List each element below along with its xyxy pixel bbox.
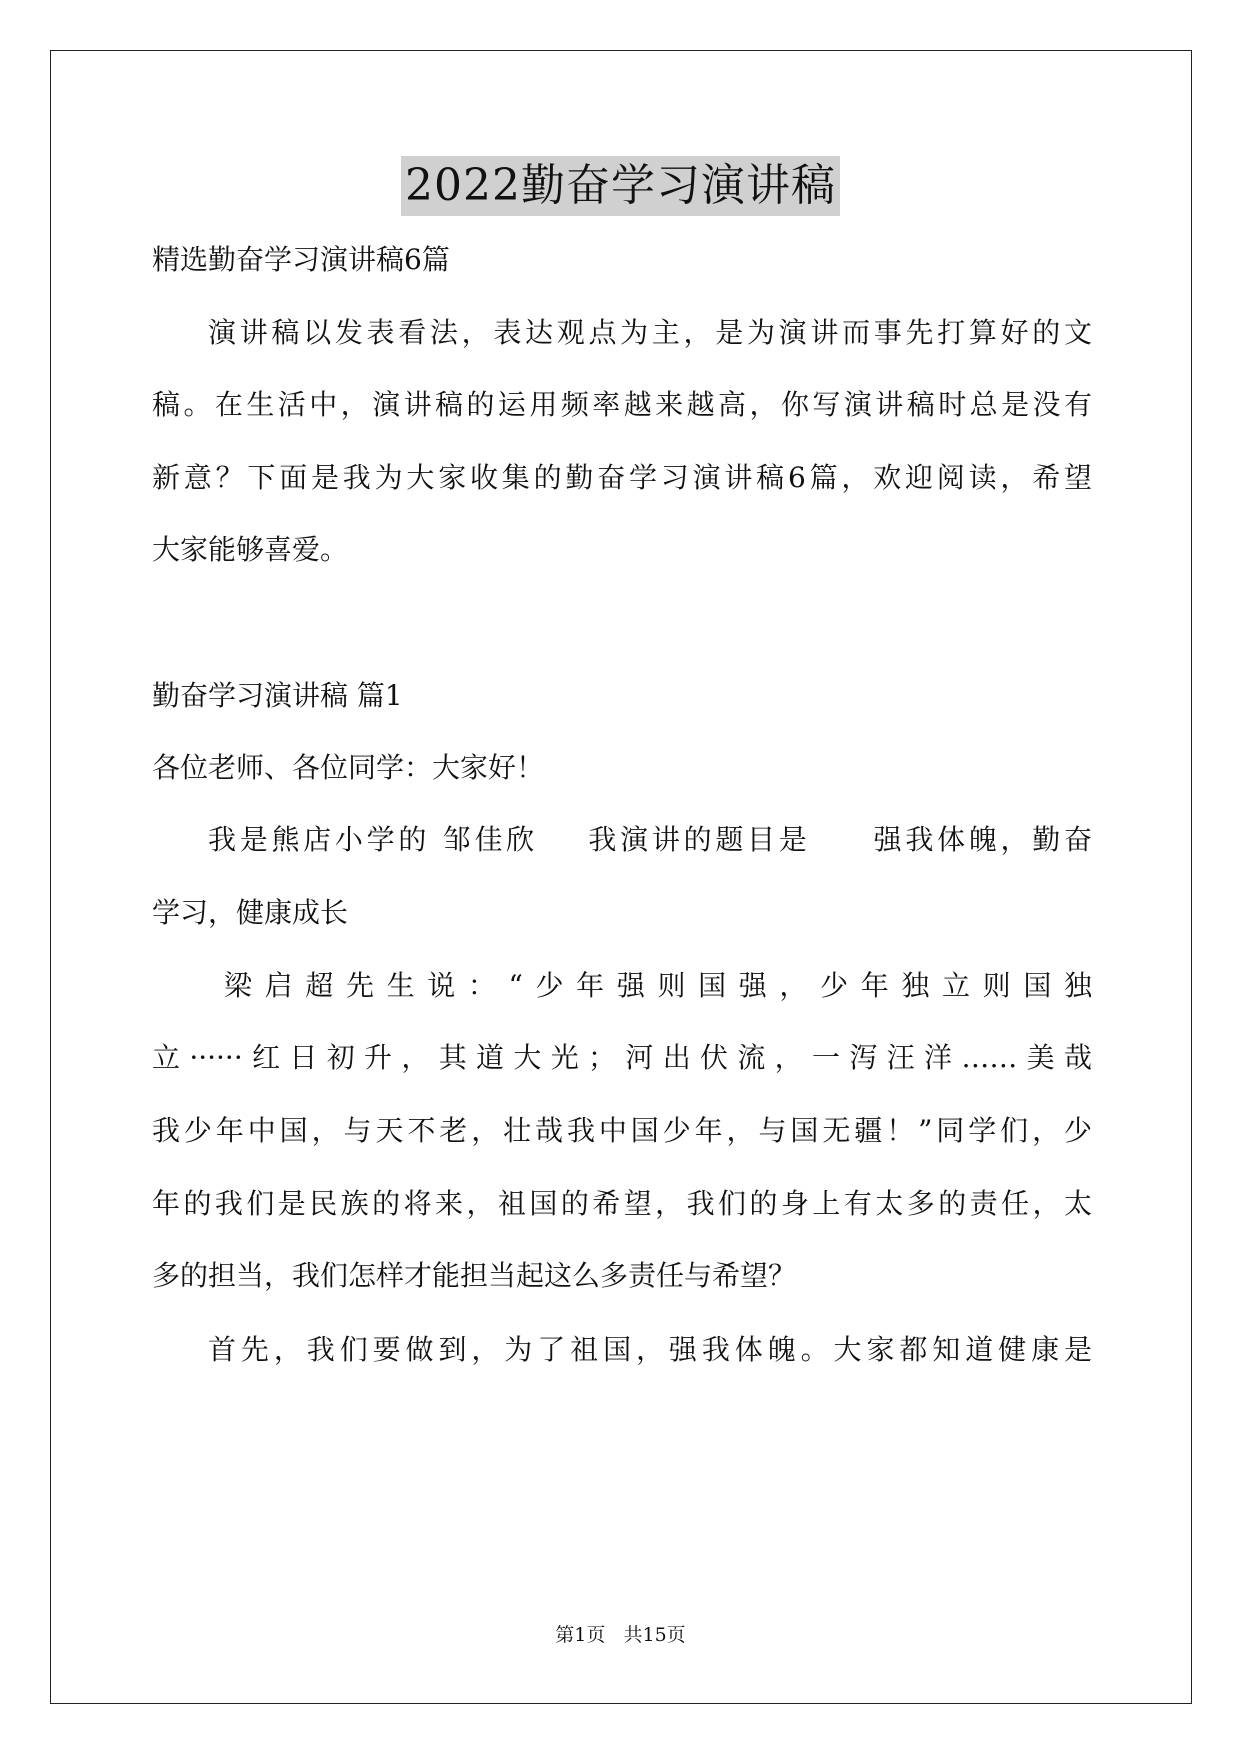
greeting-line: 各位老师、各位同学：大家好！: [152, 751, 545, 784]
paragraph-line: 立······红日初升，其道大光；河出伏流，一泻汪洋……美哉: [152, 1041, 1092, 1074]
page-border: [50, 50, 1192, 1704]
page-number: 第1页 共15页: [555, 1624, 686, 1646]
paragraph-line: 梁启超先生说：“少年强则国强，少年独立则国独: [224, 969, 1092, 1002]
paragraph-line: 首先，我们要做到，为了祖国，强我体魄。大家都知道健康是: [208, 1333, 1092, 1366]
paragraph-line: 稿。在生活中，演讲稿的运用频率越来越高，你写演讲稿时总是没有: [152, 388, 1092, 421]
paragraph-line: 多的担当，我们怎样才能担当起这么多责任与希望？: [152, 1259, 797, 1292]
page-number-footer: [0, 1622, 1241, 1648]
title-area: [0, 156, 1241, 216]
paragraph-line: 年的我们是民族的将来，祖国的希望，我们的身上有太多的责任，太: [152, 1187, 1092, 1220]
document-title: 2022勤奋学习演讲稿: [401, 156, 840, 216]
paragraph-line: 新意？下面是我为大家收集的勤奋学习演讲稿6篇，欢迎阅读，希望: [152, 461, 1092, 494]
paragraph-line: 学习，健康成长: [152, 896, 349, 929]
subtitle-line: 精选勤奋学习演讲稿6篇: [152, 243, 450, 276]
paragraph-line: 演讲稿以发表看法，表达观点为主，是为演讲而事先打算好的文: [208, 316, 1092, 349]
paragraph-line: 大家能够喜爱。: [152, 533, 349, 566]
paragraph-line: 我少年中国，与天不老，壮哉我中国少年，与国无疆！”同学们，少: [152, 1114, 1092, 1147]
paragraph-line: 我是熊店小学的 邹佳欣 我演讲的题目是 强我体魄，勤奋: [208, 823, 1092, 856]
section-heading: 勤奋学习演讲稿 篇1: [152, 679, 403, 712]
